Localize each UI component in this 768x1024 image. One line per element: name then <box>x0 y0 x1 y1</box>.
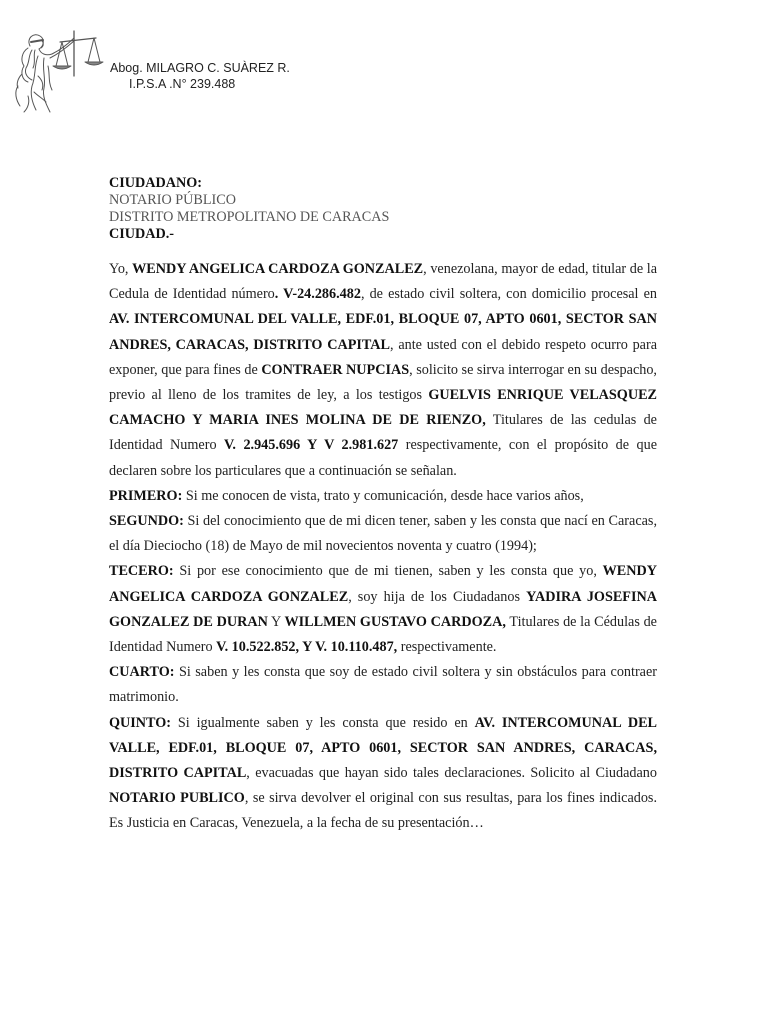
text-run: , soy hija de los Ciudadanos <box>348 588 527 605</box>
text-run: respectivamente. <box>397 639 497 656</box>
text-run: Si por ese conocimiento que de mi tienen, saben y les consta que yo, <box>173 563 603 580</box>
purpose: CONTRAER NUPCIAS <box>261 361 410 378</box>
letterhead <box>110 60 290 92</box>
text-run: Si saben y les consta que soy de estado civil soltera y sin obstáculos para contraer matrimonio. <box>109 664 657 706</box>
text-run: Y <box>267 613 285 630</box>
item-label: QUINTO: <box>109 714 172 731</box>
text-run: , venezolana, mayor de edad, titular de la Cedula de Identidad número <box>109 261 658 303</box>
parents-ids: V. 10.522.852, Y V. 10.110.487, <box>216 639 398 656</box>
lawyer-name: Abog. MILAGRO C. SUÀREZ R. <box>110 61 290 75</box>
address: AV. INTERCOMUNAL DEL VALLE, EDF.01, BLOQUE 07, APTO 0601, SECTOR SAN ANDRES, CARACAS, DISTRITO CAPITAL <box>109 714 657 782</box>
addressee-line-1: CIUDADANO: <box>109 175 203 191</box>
item-primero <box>109 484 657 509</box>
letter-body <box>109 257 657 837</box>
item-tercero <box>109 559 657 660</box>
witness-ids: V. 2.945.696 Y V 2.981.627 <box>224 437 399 454</box>
item-label: TECERO: <box>109 563 174 580</box>
text-run: Titulares de las cedulas de Identidad Numero <box>109 412 657 454</box>
lawyer-ipsa-number: I.P.S.A .N° 239.488 <box>129 77 236 91</box>
text-run: , se sirva devolver el original con sus resultas, para los fines indicados. Es Justicia en Caracas, Venezuela, a la fecha de su presentación… <box>109 790 657 832</box>
text-run: , solicito se sirva interrogar en su despacho, previo al lleno de los tramites de ley, a los testigos <box>109 361 657 404</box>
father-name: WILLMEN GUSTAVO CARDOZA, <box>284 613 506 630</box>
mother-name: YADIRA JOSEFINA GONZALEZ DE DURAN <box>109 588 657 630</box>
applicant-id: . V-24.286.482 <box>274 286 361 303</box>
item-cuarto <box>109 660 657 710</box>
justice-logo-icon <box>8 26 110 114</box>
text-run: Si igualmente saben y les consta que resido en <box>171 714 475 731</box>
item-quinto <box>109 711 657 837</box>
item-label: PRIMERO: <box>109 487 183 504</box>
applicant-name: WENDY ANGELICA CARDOZA GONZALEZ <box>132 261 424 277</box>
item-label: CUARTO: <box>109 664 175 681</box>
applicant-name: WENDY ANGELICA CARDOZA GONZALEZ <box>109 563 657 605</box>
addressee-block <box>109 175 389 243</box>
text-run: , ante usted con el debido respeto ocurro para exponer, que para fines de <box>109 336 657 378</box>
witness-names: GUELVIS ENRIQUE VELASQUEZ CAMACHO Y MARIA INES MOLINA DE DE RIENZO, <box>109 387 657 429</box>
item-label: SEGUNDO: <box>109 513 184 530</box>
text-run: , evacuadas que hayan sido tales declaraciones. Solicito al Ciudadano <box>246 765 657 782</box>
addressee-line-4: CIUDAD.- <box>109 226 175 242</box>
notary-title: NOTARIO PUBLICO <box>109 790 245 807</box>
text-run: Titulares de la Cédulas de Identidad Numero <box>109 613 657 656</box>
text-run: respectivamente, con el propósito de que declaren sobre los particulares que a continuación se señalan. <box>109 437 657 479</box>
item-segundo <box>109 509 657 559</box>
text-run: , de estado civil soltera, con domicilio procesal en <box>360 286 657 303</box>
text-run: Yo, <box>109 261 133 277</box>
addressee-line-3: DISTRITO METROPOLITANO DE CARACAS <box>109 209 390 225</box>
text-run: Si me conocen de vista, trato y comunicación, desde hace varios años, <box>182 487 584 504</box>
address: AV. INTERCOMUNAL DEL VALLE, EDF.01, BLOQUE 07, APTO 0601, SECTOR SAN ANDRES, CARACAS, DISTRITO CAPITAL <box>109 311 657 353</box>
text-run: Si del conocimiento que de mi dicen tener, saben y les consta que nací en Caracas, el día Dieciocho (18) de Mayo de mil novecientos noventa y cuatro (1994); <box>109 513 657 555</box>
addressee-line-2: NOTARIO PÚBLICO <box>109 192 236 208</box>
intro-paragraph <box>109 257 657 484</box>
